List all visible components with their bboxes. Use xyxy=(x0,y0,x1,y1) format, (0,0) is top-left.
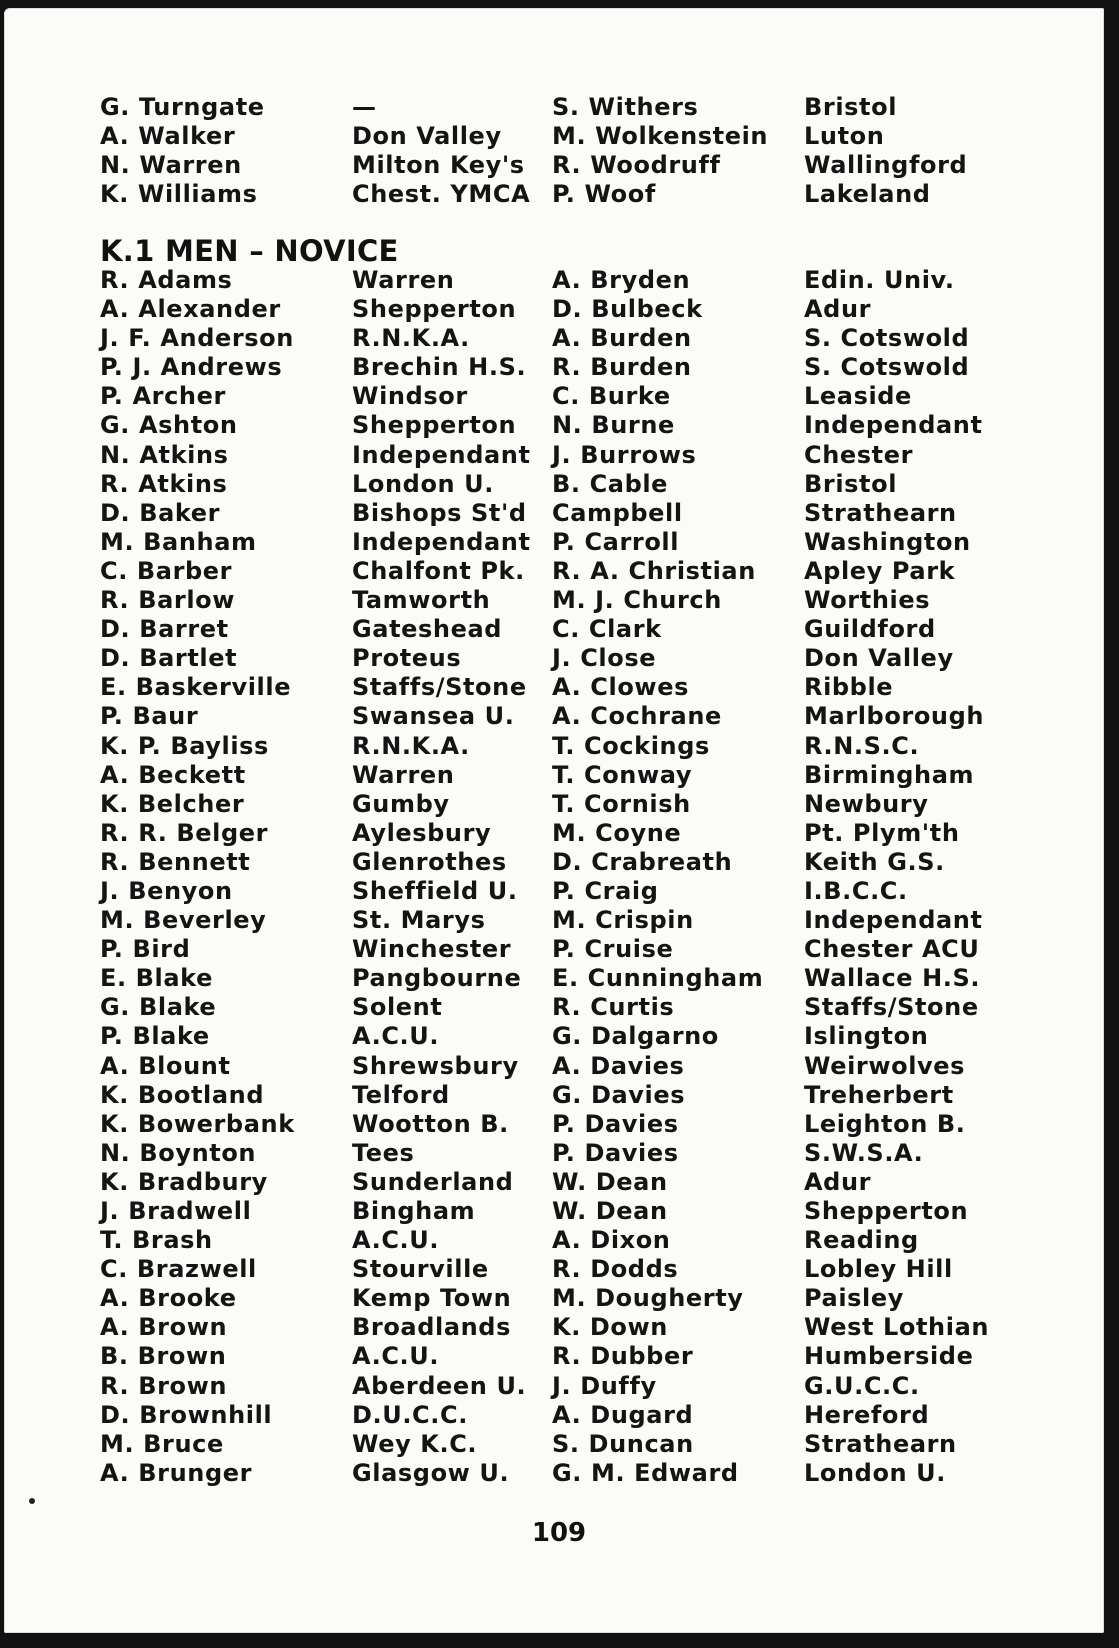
competitor-name: S. Withers xyxy=(552,93,699,121)
club-name: Don Valley xyxy=(352,122,502,150)
club-name: Warren xyxy=(352,266,455,294)
club-name: Sheffield U. xyxy=(352,876,518,905)
table-row xyxy=(100,819,1020,848)
competitor-name: J. Duffy xyxy=(552,1371,657,1400)
table-row xyxy=(100,935,1020,964)
competitor-name: K. Belcher xyxy=(100,789,245,818)
table-row xyxy=(100,1139,1020,1168)
competitor-name: T. Brash xyxy=(100,1226,213,1255)
table-row xyxy=(100,151,1020,180)
club-name: Leaside xyxy=(804,382,912,411)
competitor-name: D. Barret xyxy=(100,615,229,644)
club-name: West Lothian xyxy=(804,1313,990,1342)
club-name: A.C.U. xyxy=(352,1226,440,1255)
competitor-name: D. Baker xyxy=(100,498,221,527)
competitor-name: G. Ashton xyxy=(100,411,238,440)
club-name: R.N.S.C. xyxy=(804,731,920,760)
club-name: Bishops St'd xyxy=(352,498,527,527)
competitor-name: N. Burne xyxy=(552,411,675,440)
club-name: Wey K.C. xyxy=(352,1429,478,1458)
club-name: Worthies xyxy=(804,586,931,615)
club-name: Tees xyxy=(352,1138,415,1167)
club-name: Islington xyxy=(804,1022,929,1051)
club-name: R.N.K.A. xyxy=(352,731,470,760)
competitor-name: P. Davies xyxy=(552,1109,679,1138)
club-name: Glenrothes xyxy=(352,847,507,876)
club-name: Aberdeen U. xyxy=(352,1371,527,1400)
club-name: London U. xyxy=(352,469,494,498)
table-row xyxy=(100,382,1020,411)
competitor-name: G. Turngate xyxy=(100,93,265,121)
competitor-name: P. Archer xyxy=(100,382,226,411)
competitor-name: J. Close xyxy=(552,644,657,673)
competitor-name: P. Woof xyxy=(552,180,656,208)
table-row xyxy=(100,644,1020,673)
club-name: Shepperton xyxy=(352,411,517,440)
table-row xyxy=(100,1284,1020,1313)
competitor-name: J. F. Anderson xyxy=(100,324,294,353)
club-name: Marlborough xyxy=(804,702,985,731)
competitor-name: J. Benyon xyxy=(100,876,233,905)
club-name: Glasgow U. xyxy=(352,1458,510,1487)
competitor-name: N. Atkins xyxy=(100,440,229,469)
competitor-name: P. Carroll xyxy=(552,527,680,556)
competitor-name: E. Blake xyxy=(100,964,213,993)
scan-speck xyxy=(29,1498,35,1504)
club-name: Aylesbury xyxy=(352,818,492,847)
table-row xyxy=(100,93,1020,122)
competitor-name: A. Alexander xyxy=(100,295,281,324)
table-row xyxy=(100,673,1020,702)
competitor-name: J. Burrows xyxy=(552,440,697,469)
club-name: S. Cotswold xyxy=(804,353,970,382)
table-row xyxy=(100,1022,1020,1051)
club-name: Warren xyxy=(352,760,455,789)
table-row xyxy=(100,1168,1020,1197)
competitor-name: A. Cochrane xyxy=(552,702,722,731)
competitor-name: R. Atkins xyxy=(100,469,228,498)
competitor-name: B. Cable xyxy=(552,469,669,498)
table-row xyxy=(100,266,1020,295)
competitor-name: A. Dixon xyxy=(552,1226,671,1255)
table-row xyxy=(100,1052,1020,1081)
club-name: Bingham xyxy=(352,1197,476,1225)
competitor-name: J. Bradwell xyxy=(100,1197,252,1225)
club-name: Independant xyxy=(804,906,983,935)
table-row xyxy=(100,1401,1020,1430)
competitor-name: M. Banham xyxy=(100,527,257,556)
competitor-name: M. Bruce xyxy=(100,1429,224,1458)
competitor-name: W. Dean xyxy=(552,1167,668,1196)
club-name: Lobley Hill xyxy=(804,1255,953,1284)
competitor-name: C. Burke xyxy=(552,382,671,411)
club-name: Wallace H.S. xyxy=(804,964,981,993)
competitor-name: R. Barlow xyxy=(100,586,236,615)
club-name: Paisley xyxy=(804,1284,905,1313)
club-name: Wallingford xyxy=(804,151,968,179)
table-row xyxy=(100,528,1020,557)
club-name: Winchester xyxy=(352,935,512,964)
club-name: Milton Key's xyxy=(352,151,525,179)
club-name: Humberside xyxy=(804,1342,974,1371)
club-name: Kemp Town xyxy=(352,1284,512,1313)
club-name: Bristol xyxy=(804,469,898,498)
competitor-name: C. Brazwell xyxy=(100,1255,257,1284)
competitor-name: R. Adams xyxy=(100,266,233,294)
competitor-name: K. P. Bayliss xyxy=(100,731,269,760)
competitor-name: R. Bennett xyxy=(100,847,251,876)
table-row xyxy=(100,761,1020,790)
competitor-name: A. Burden xyxy=(552,324,692,353)
club-name: Proteus xyxy=(352,644,462,673)
club-name: Staffs/Stone xyxy=(804,993,979,1022)
club-name: Treherbert xyxy=(804,1080,954,1109)
competitor-name: G. M. Edward xyxy=(552,1458,739,1487)
table-row xyxy=(100,353,1020,382)
club-name: Chester xyxy=(804,440,914,469)
competitor-name: A. Brown xyxy=(100,1313,228,1342)
competitor-name: R. Dubber xyxy=(552,1342,694,1371)
club-name: Hereford xyxy=(804,1400,930,1429)
competitor-name: R. R. Belger xyxy=(100,818,269,847)
page-number: 109 xyxy=(531,1518,587,1548)
table-row xyxy=(100,615,1020,644)
table-row xyxy=(100,470,1020,499)
competitor-name: E. Cunningham xyxy=(552,964,764,993)
club-name: Broadlands xyxy=(352,1313,511,1342)
club-name: G.U.C.C. xyxy=(804,1371,920,1400)
club-name: Edin. Univ. xyxy=(804,266,955,294)
club-name: Shepperton xyxy=(804,1197,969,1225)
competitor-name: A. Bryden xyxy=(552,266,691,294)
table-row xyxy=(100,557,1020,586)
table-row xyxy=(100,877,1020,906)
competitor-name: M. J. Church xyxy=(552,586,722,615)
club-name: S.W.S.A. xyxy=(804,1138,924,1167)
table-row xyxy=(100,790,1020,819)
table-row xyxy=(100,964,1020,993)
competitor-name: P. J. Andrews xyxy=(100,353,283,382)
club-name: Pt. Plym'th xyxy=(804,818,960,847)
table-row xyxy=(100,441,1020,470)
competitor-name: C. Barber xyxy=(100,556,233,585)
club-name: Solent xyxy=(352,993,443,1022)
competitor-name: R. Burden xyxy=(552,353,692,382)
club-name: A.C.U. xyxy=(352,1342,440,1371)
club-name: Weirwolves xyxy=(804,1051,966,1080)
competitor-name: R. Dodds xyxy=(552,1255,679,1284)
document-page xyxy=(4,8,1104,1633)
competitor-name: M. Dougherty xyxy=(552,1284,744,1313)
club-name: Tamworth xyxy=(352,586,491,615)
club-name: Ribble xyxy=(804,673,894,702)
competitor-name: A. Brunger xyxy=(100,1458,253,1487)
table-row xyxy=(100,1313,1020,1342)
table-row xyxy=(100,1459,1020,1488)
competitor-name: K. Bootland xyxy=(100,1080,265,1109)
table-row xyxy=(100,324,1020,353)
table-row xyxy=(100,180,1020,209)
competitor-name: P. Cruise xyxy=(552,935,674,964)
competitor-name: A. Beckett xyxy=(100,760,246,789)
club-name: A.C.U. xyxy=(352,1022,440,1051)
table-row xyxy=(100,1226,1020,1255)
competitor-name: D. Brownhill xyxy=(100,1400,273,1429)
club-name: Lakeland xyxy=(804,180,931,208)
competitor-name: A. Dugard xyxy=(552,1400,694,1429)
club-name: Wootton B. xyxy=(352,1109,509,1138)
competitor-name: T. Cornish xyxy=(552,789,691,818)
table-row xyxy=(100,702,1020,731)
competitor-name: T. Conway xyxy=(552,760,693,789)
club-name: Adur xyxy=(804,295,872,324)
club-name: Gumby xyxy=(352,789,450,818)
club-name: Swansea U. xyxy=(352,702,515,731)
competitor-name: E. Baskerville xyxy=(100,673,292,702)
competitor-name: S. Duncan xyxy=(552,1429,694,1458)
section-heading: K.1 MEN – NOVICE xyxy=(100,234,399,268)
competitor-name: M. Crispin xyxy=(552,906,694,935)
competitor-name: P. Blake xyxy=(100,1022,210,1051)
table-row xyxy=(100,411,1020,440)
club-name: Leighton B. xyxy=(804,1109,966,1138)
club-name: Washington xyxy=(804,527,971,556)
competitor-name: P. Davies xyxy=(552,1138,679,1167)
competitor-name: P. Baur xyxy=(100,702,199,731)
competitor-name: M. Wolkenstein xyxy=(552,122,769,150)
club-name: Strathearn xyxy=(804,1429,957,1458)
table-row xyxy=(100,1197,1020,1226)
club-name: I.B.C.C. xyxy=(804,876,908,905)
club-name: Sunderland xyxy=(352,1167,514,1196)
club-name: Stourville xyxy=(352,1255,489,1284)
competitor-name: A. Davies xyxy=(552,1051,685,1080)
competitor-name: A. Walker xyxy=(100,122,236,150)
competitor-name: B. Brown xyxy=(100,1342,227,1371)
competitor-name: M. Coyne xyxy=(552,818,682,847)
club-name: Bristol xyxy=(804,93,898,121)
club-name: D.U.C.C. xyxy=(352,1400,468,1429)
competitor-name: G. Davies xyxy=(552,1080,686,1109)
competitor-name: W. Dean xyxy=(552,1197,668,1225)
club-name: Keith G.S. xyxy=(804,847,945,876)
club-name: Luton xyxy=(804,122,885,150)
competitor-name: G. Dalgarno xyxy=(552,1022,719,1051)
table-row xyxy=(100,848,1020,877)
club-name: Pangbourne xyxy=(352,964,522,993)
competitor-name: N. Boynton xyxy=(100,1138,257,1167)
table-row xyxy=(100,1110,1020,1139)
table-row xyxy=(100,586,1020,615)
club-name: Telford xyxy=(352,1080,450,1109)
club-name: Independant xyxy=(804,411,983,440)
competitor-name: P. Craig xyxy=(552,876,659,905)
competitor-name: K. Williams xyxy=(100,180,258,208)
club-name: Windsor xyxy=(352,382,468,411)
competitor-name: P. Bird xyxy=(100,935,191,964)
club-name: Reading xyxy=(804,1226,919,1255)
table-row xyxy=(100,993,1020,1022)
club-name: Shrewsbury xyxy=(352,1051,519,1080)
competitor-name: R. Woodruff xyxy=(552,151,721,179)
competitor-name: C. Clark xyxy=(552,615,662,644)
club-name: Birmingham xyxy=(804,760,975,789)
club-name: R.N.K.A. xyxy=(352,324,470,353)
table-row xyxy=(100,732,1020,761)
table-row xyxy=(100,1255,1020,1284)
competitor-name: A. Brooke xyxy=(100,1284,237,1313)
competitor-name: Campbell xyxy=(552,498,683,527)
continued-entries-table xyxy=(100,93,1020,209)
competitor-name: D. Bulbeck xyxy=(552,295,703,324)
table-row xyxy=(100,499,1020,528)
competitor-name: R. A. Christian xyxy=(552,556,756,585)
competitor-name: M. Beverley xyxy=(100,906,267,935)
club-name: Gateshead xyxy=(352,615,503,644)
table-row xyxy=(100,122,1020,151)
club-name: Independant xyxy=(352,527,531,556)
club-name: Chest. YMCA xyxy=(352,180,531,208)
club-name: Strathearn xyxy=(804,498,957,527)
competitor-name: D. Bartlet xyxy=(100,644,238,673)
club-name: Chalfont Pk. xyxy=(352,556,525,585)
club-name: — xyxy=(352,93,377,121)
competitor-name: G. Blake xyxy=(100,993,217,1022)
competitor-name: K. Bradbury xyxy=(100,1167,268,1196)
club-name: St. Marys xyxy=(352,906,486,935)
competitor-name: D. Crabreath xyxy=(552,847,733,876)
competitor-name: N. Warren xyxy=(100,151,242,179)
club-name: Guildford xyxy=(804,615,936,644)
table-row xyxy=(100,1430,1020,1459)
competitor-name: T. Cockings xyxy=(552,731,710,760)
club-name: London U. xyxy=(804,1458,946,1487)
competitor-name: R. Brown xyxy=(100,1371,228,1400)
club-name: Don Valley xyxy=(804,644,954,673)
competitor-name: K. Down xyxy=(552,1313,668,1342)
competitor-name: K. Bowerbank xyxy=(100,1109,295,1138)
club-name: Shepperton xyxy=(352,295,517,324)
club-name: Brechin H.S. xyxy=(352,353,527,382)
club-name: Independant xyxy=(352,440,531,469)
competitor-name: R. Curtis xyxy=(552,993,675,1022)
novice-entries-table xyxy=(100,266,1020,1488)
table-row xyxy=(100,906,1020,935)
competitor-name: A. Blount xyxy=(100,1051,231,1080)
club-name: Staffs/Stone xyxy=(352,673,527,702)
club-name: Apley Park xyxy=(804,556,956,585)
table-row xyxy=(100,1081,1020,1110)
competitor-name: A. Clowes xyxy=(552,673,689,702)
table-row xyxy=(100,295,1020,324)
club-name: Adur xyxy=(804,1167,872,1196)
club-name: S. Cotswold xyxy=(804,324,970,353)
table-row xyxy=(100,1372,1020,1401)
club-name: Chester ACU xyxy=(804,935,980,964)
table-row xyxy=(100,1342,1020,1371)
club-name: Newbury xyxy=(804,789,929,818)
